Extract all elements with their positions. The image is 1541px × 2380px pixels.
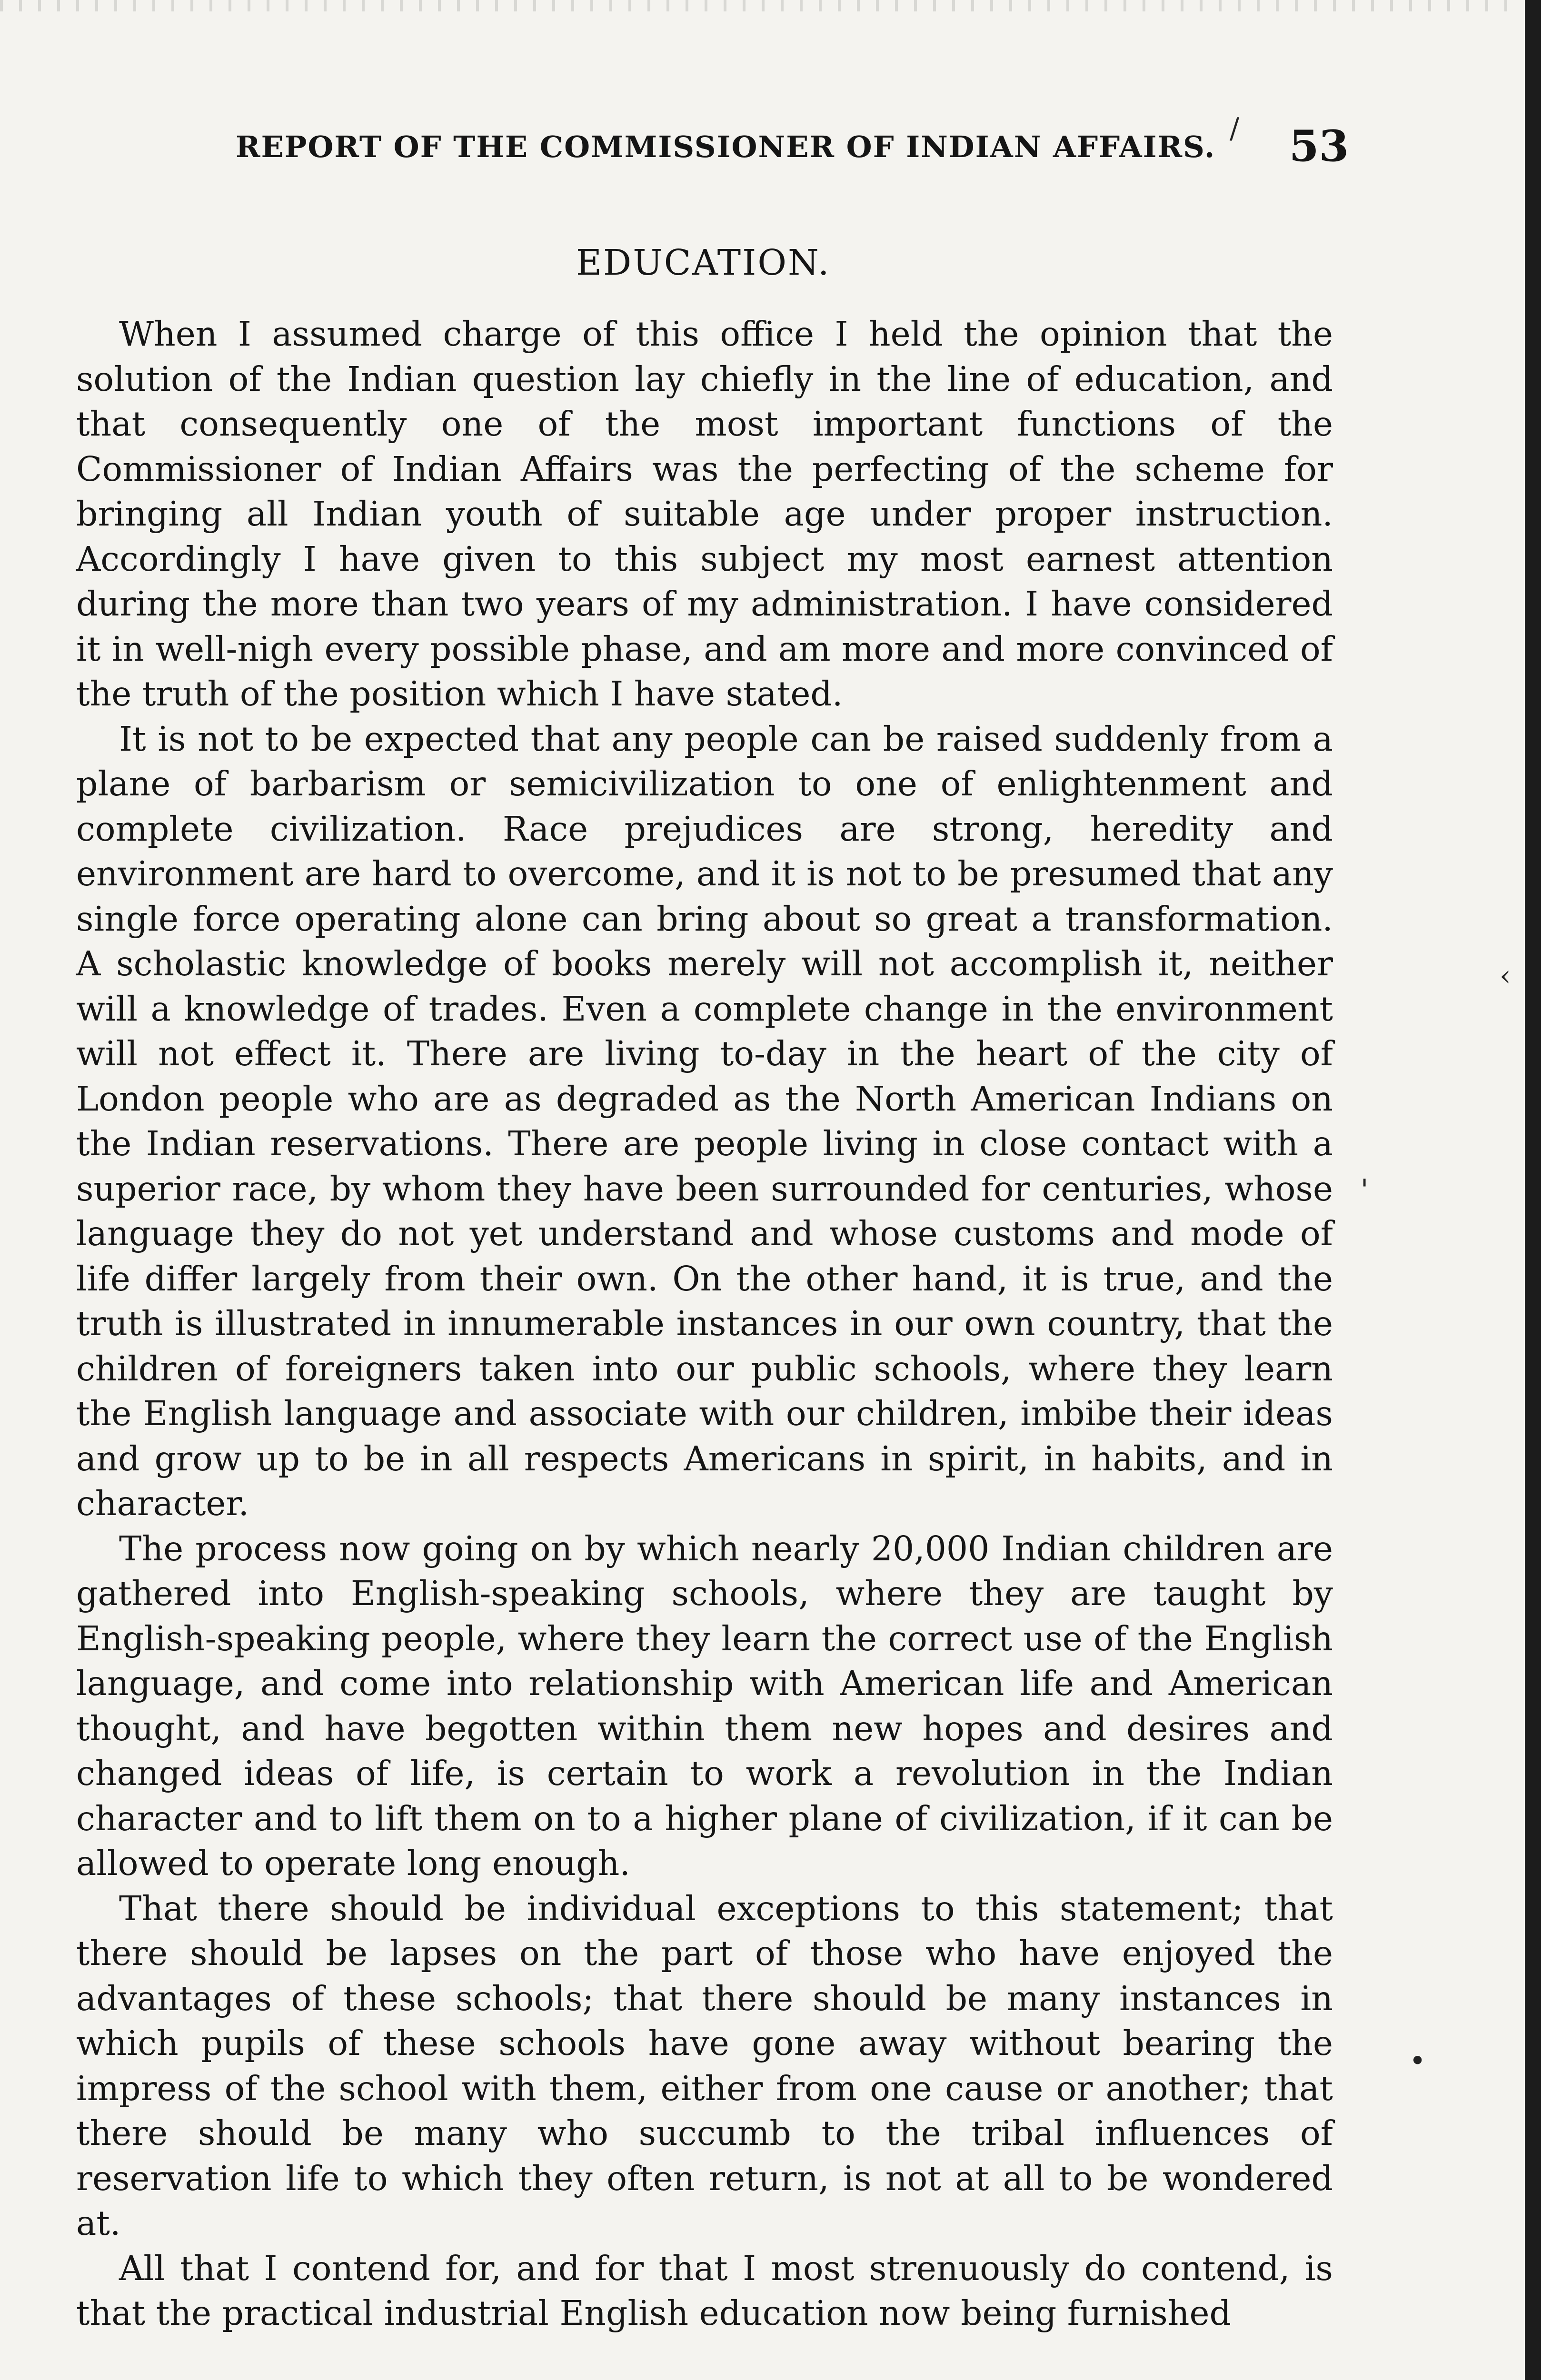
paragraph: It is not to be expected that any people can be raised suddenly from a plane of barbarism or semicivilization to one of enlightenment and complete civilization. Race prejudices are strong, heredity and environment are hard to overcome, and it is not to be presumed that any single force operating alone can bring about so great a transformation. A scholastic knowledge of books merely will not accomplish it, neither will a knowledge of trades. Even a complete change in the environment will not effect it. There are living to-day in the heart of the city of London people who are as degraded as the North American Indians on the Indian reservations. There are people living in close contact with a superior race, by whom they have been surrounded for centuries, whose language they do not yet understand and whose customs and mode of life differ largely from their own. On the other hand, it is true, and the truth is illustrated in innumerable instances in our own country, that the children of foreigners taken into our public schools, where they learn the English language and associate with our children, imbibe their ideas and grow up to be in all respects Americans in spirit, in habits, and in character. <box>76 719 1333 1523</box>
scan-right-edge <box>1525 0 1541 2380</box>
paragraph: That there should be individual exceptions to this statement; that there should be lapses on the part of those who have enjoyed the advantages of these schools; that there should be many instances in which pupils of these schools have gone away without bearing the impress of the school with them, either from one cause or another; that there should be many who succumb to the tribal influences of reservation life to which they often return, is not at all to be wondered at. <box>76 1888 1333 2243</box>
stray-mark-icon: / <box>1230 112 1240 145</box>
stray-mark-icon: ' <box>1361 1173 1369 1207</box>
scan-top-edge <box>0 0 1523 11</box>
stray-mark-icon: ‹ <box>1500 959 1511 992</box>
stray-mark-icon: • <box>1409 2044 1426 2078</box>
page-number: 53 <box>1289 121 1349 171</box>
section-title: EDUCATION. <box>576 242 831 283</box>
paragraph: All that I contend for, and for that I most strenuously do contend, is that the practical industrial English education now being furnished <box>76 2248 1333 2333</box>
running-header: REPORT OF THE COMMISSIONER OF INDIAN AFFAIRS. <box>236 129 1216 164</box>
body-text <box>76 312 1333 2336</box>
paragraph: When I assumed charge of this office I held the opinion that the solution of the Indian question lay chiefly in the line of education, and that consequently one of the most important functions of the Commissioner of Indian Affairs was the perfecting of the scheme for bringing all Indian youth of suitable age under proper instruction. Accordingly I have given to this subject my most earnest attention during the more than two years of my administration. I have considered it in well-nigh every possible phase, and am more and more convinced of the truth of the position which I have stated. <box>76 314 1333 714</box>
paragraph: The process now going on by which nearly 20,000 Indian children are gathered into English-speaking schools, where they are taught by English-speaking people, where they learn the correct use of the English language, and come into relationship with American life and American thought, and have begotten within them new hopes and desires and changed ideas of life, is certain to work a revolution in the Indian character and to lift them on to a higher plane of civilization, if it can be allowed to operate long enough. <box>76 1528 1333 1883</box>
